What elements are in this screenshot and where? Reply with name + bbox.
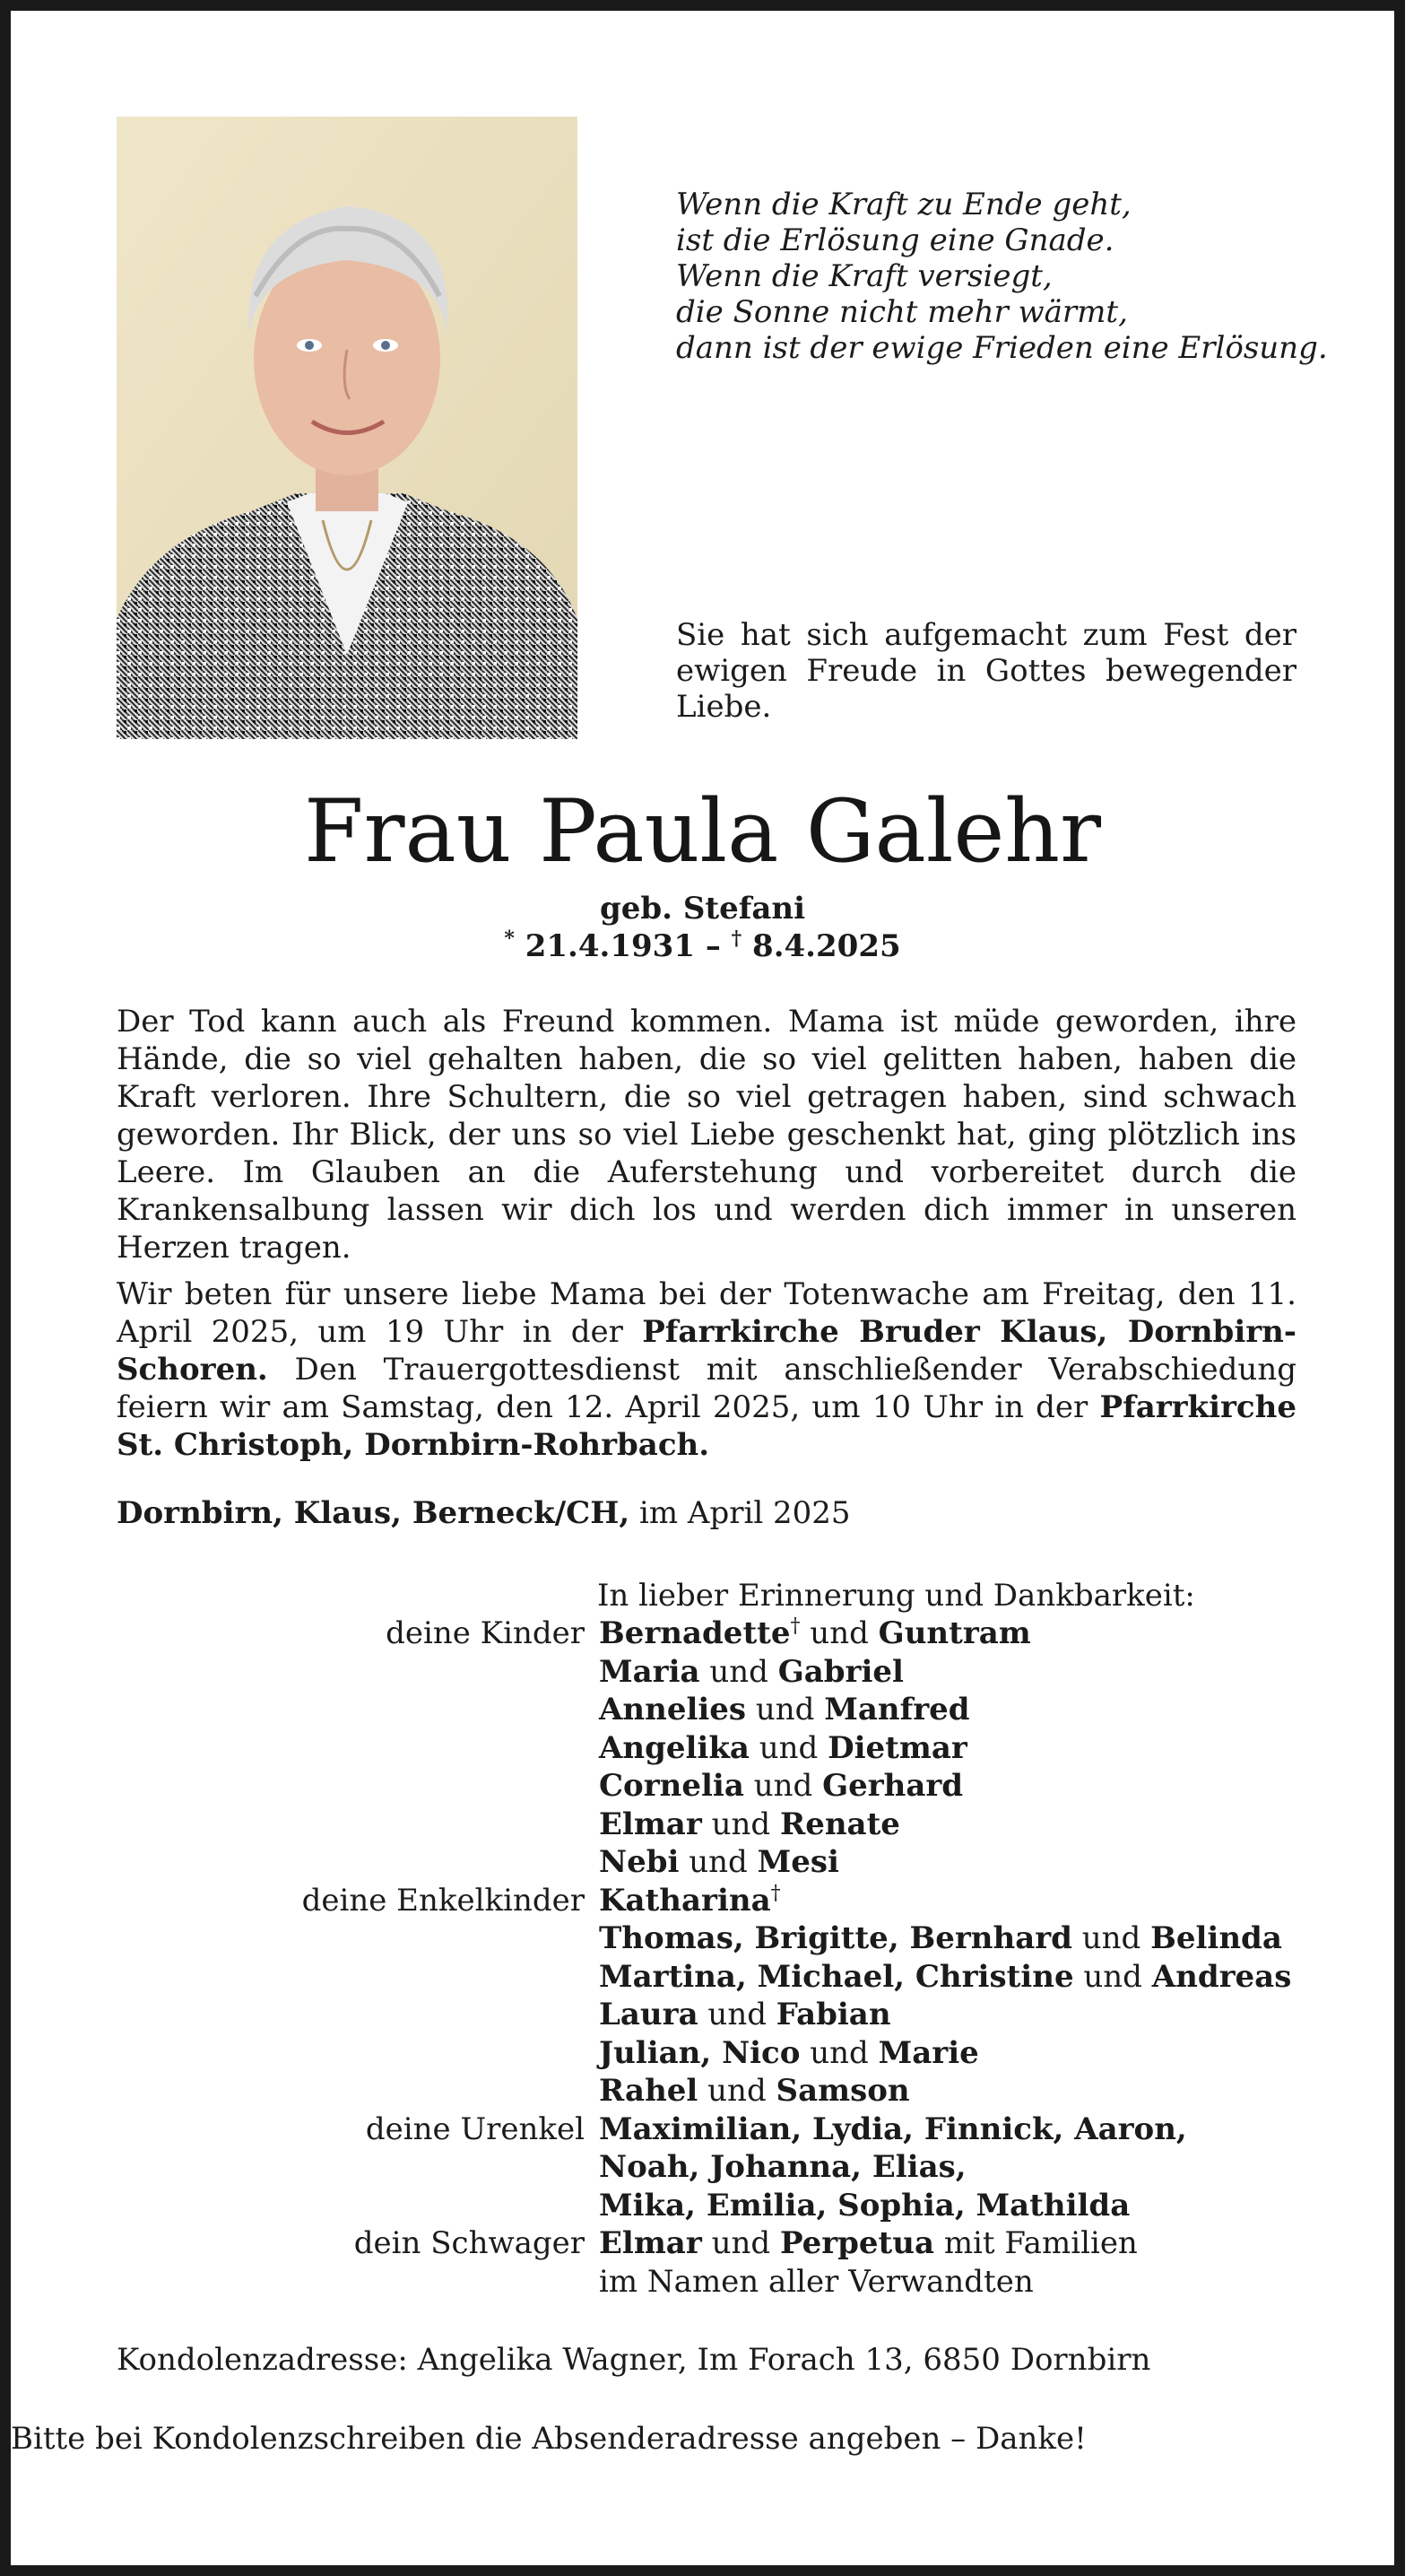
family-row xyxy=(65,2110,1356,2149)
verse-line: ist die Erlösung eine Gnade. xyxy=(676,222,1114,258)
und: und xyxy=(1083,1958,1142,1995)
name: Dietmar xyxy=(828,1729,967,1766)
und: und xyxy=(711,2225,771,2261)
family-list xyxy=(65,1614,1356,2301)
und: und xyxy=(707,1997,767,2032)
relatives-line: im Namen aller Verwandten xyxy=(599,2263,1034,2300)
sender-note: Bitte bei Kondolenzschreiben die Absenderadresse angeben – Danke! xyxy=(11,2421,1087,2457)
family-label: deine Urenkel xyxy=(365,2110,585,2147)
birth-date: 21.4.1931 xyxy=(525,928,695,964)
cross-icon: † xyxy=(790,1614,801,1638)
family-row xyxy=(65,1843,1356,1882)
name: Fabian xyxy=(776,1997,891,2032)
und: und xyxy=(810,2034,869,2071)
family-row xyxy=(65,2224,1356,2263)
family-row xyxy=(65,2263,1356,2302)
obituary-page xyxy=(11,11,1394,2565)
funeral-church: Pfarrkirche St. Christoph, Dornbirn-Rohrbach. xyxy=(117,1389,1297,1463)
name: Nebi xyxy=(599,1844,680,1880)
name: Mesi xyxy=(757,1844,839,1880)
verse-line: Wenn die Kraft zu Ende geht, xyxy=(676,187,1132,222)
name: Annelies xyxy=(599,1692,747,1727)
und: und xyxy=(707,2073,767,2109)
name: Marie xyxy=(878,2034,979,2071)
name: Belinda xyxy=(1150,1920,1282,1956)
name: Katharina xyxy=(599,1882,771,1919)
cross-icon: † xyxy=(731,927,742,951)
condolence-address: Kondolenzadresse: Angelika Wagner, Im Forach 13, 6850 Dornbirn xyxy=(117,2342,1151,2378)
name: Maria xyxy=(599,1653,700,1690)
family-row xyxy=(65,1996,1356,2034)
family-label: dein Schwager xyxy=(353,2225,585,2261)
name: Thomas, Brigitte, Bernhard xyxy=(599,1920,1072,1956)
name: Andreas xyxy=(1151,1958,1292,1995)
und: und xyxy=(711,1806,771,1842)
family-row xyxy=(65,2034,1356,2073)
name: Mika, Emilia, Sophia, Mathilda xyxy=(599,2187,1131,2224)
place-date-line xyxy=(117,1494,851,1532)
date-separator: – xyxy=(694,928,732,964)
name: Guntram xyxy=(878,1615,1031,1651)
intro-text: Sie hat sich aufgemacht zum Fest der ewigen Freude in Gottes bewegender Liebe. xyxy=(676,617,1297,725)
cross-icon: † xyxy=(770,1882,781,1905)
name: Angelika xyxy=(599,1729,750,1766)
portrait-photo xyxy=(117,117,577,739)
family-row xyxy=(65,2072,1356,2110)
family-row xyxy=(65,2148,1356,2187)
name: Gabriel xyxy=(777,1653,904,1690)
name: Martina, Michael, Christine xyxy=(599,1958,1074,1995)
name: Renate xyxy=(779,1806,900,1842)
family-row xyxy=(65,1958,1356,1997)
name: Gerhard xyxy=(822,1768,964,1804)
und: und xyxy=(1081,1920,1141,1956)
name: Manfred xyxy=(824,1692,970,1727)
service-text: Den Trauergottesdienst mit anschließender Verabschiedung feiern wir am Samstag, den 12. April 2025, um 10 Uhr in der xyxy=(117,1352,1297,1425)
family-row xyxy=(65,2187,1356,2225)
verse-line: dann ist der ewige Frieden eine Erlösung. xyxy=(676,330,1328,366)
name: Samson xyxy=(776,2073,910,2109)
thanks-line: In lieber Erinnerung und Dankbarkeit: xyxy=(597,1578,1195,1614)
und: und xyxy=(753,1768,813,1804)
und: und xyxy=(689,1844,748,1880)
family-label: deine Kinder xyxy=(386,1615,585,1651)
und: und xyxy=(709,1653,768,1690)
service-text: Wir beten für unsere liebe Mama bei der Totenwache am Freitag, den 11. April 2025, um 19 Uhr in der xyxy=(117,1276,1297,1350)
family-row xyxy=(65,1919,1356,1958)
name: Noah, Johanna, Elias, xyxy=(599,2149,967,2185)
life-dates xyxy=(11,927,1394,965)
family-row xyxy=(65,1767,1356,1806)
family-row xyxy=(65,1806,1356,1844)
name: Bernadette xyxy=(599,1615,791,1651)
birth-star-icon: * xyxy=(504,927,515,951)
name: Elmar xyxy=(599,1806,702,1842)
name: Cornelia xyxy=(599,1768,744,1804)
family-row xyxy=(65,1691,1356,1729)
name: Maximilian, Lydia, Finnick, Aaron, xyxy=(599,2110,1187,2147)
date-text: im April 2025 xyxy=(629,1495,851,1531)
memorial-verse xyxy=(676,187,1328,366)
deceased-name: Frau Paula Galehr xyxy=(303,781,1102,882)
und: und xyxy=(755,1692,815,1727)
vigil-church: Pfarrkirche Bruder Klaus, Dornbirn-Schoren. xyxy=(117,1314,1297,1388)
maiden-name: geb. Stefani xyxy=(599,891,806,927)
name: Julian, Nico xyxy=(599,2034,801,2071)
family-row xyxy=(65,1729,1356,1768)
name: Perpetua xyxy=(779,2225,934,2261)
death-date: 8.4.2025 xyxy=(752,928,901,964)
verse-line: die Sonne nicht mehr wärmt, xyxy=(676,294,1128,330)
family-row xyxy=(65,1614,1356,1653)
verse-line: Wenn die Kraft versiegt, xyxy=(676,258,1053,294)
with-families: mit Familien xyxy=(943,2225,1138,2261)
name: Laura xyxy=(599,1997,698,2032)
places: Dornbirn, Klaus, Berneck/CH, xyxy=(117,1495,630,1531)
service-paragraph xyxy=(117,1275,1297,1464)
und: und xyxy=(759,1729,819,1766)
family-row xyxy=(65,1882,1356,1920)
portrait-illustration xyxy=(117,117,577,739)
obituary-paragraph: Der Tod kann auch als Freund kommen. Mama ist müde geworden, ihre Hände, die so viel gehalten haben, die so viel gelitten haben, haben die Kraft verloren. Ihre Schultern, die so viel getragen haben, sind schwach geworden. Ihr Blick, der uns so viel Liebe geschenkt hat, ging plötzlich ins Leere. Im Glauben an die Auferstehung und vorbereitet durch die Krankensalbung lassen wir dich los und werden dich immer in unseren Herzen tragen. xyxy=(117,1004,1297,1266)
family-label: deine Enkelkinder xyxy=(301,1882,585,1919)
und: und xyxy=(810,1615,869,1651)
family-row xyxy=(65,1653,1356,1692)
name: Rahel xyxy=(599,2073,698,2109)
name: Elmar xyxy=(599,2225,702,2261)
